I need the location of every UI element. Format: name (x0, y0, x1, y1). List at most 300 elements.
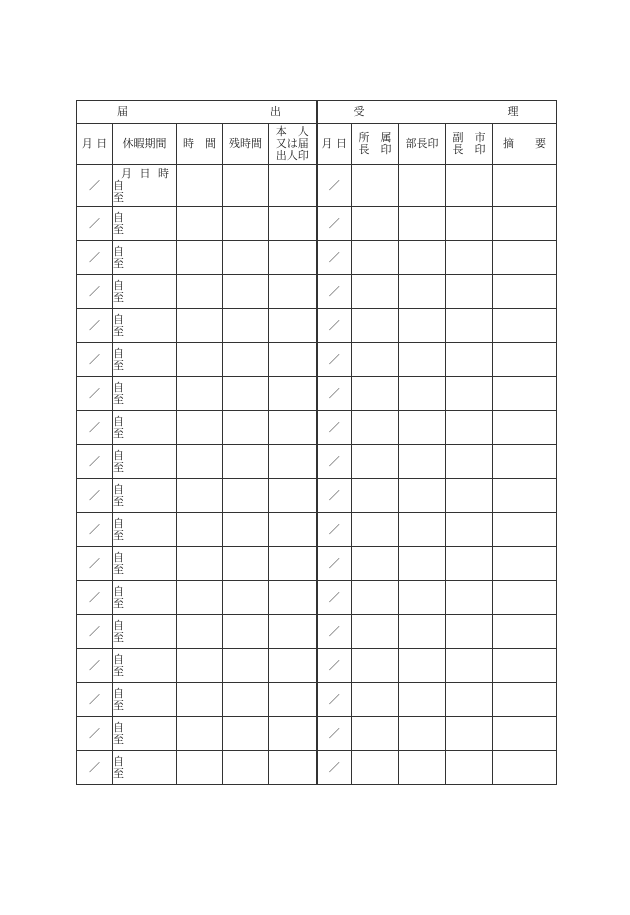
leave-period-cell[interactable] (113, 717, 177, 751)
table-row (77, 445, 557, 479)
receipt-title-right: 理 (507, 105, 519, 118)
request-date-cell[interactable] (77, 547, 113, 581)
remaining-hours-cell[interactable] (223, 207, 269, 241)
header-vice-line2: 長 印 (452, 143, 486, 156)
period-from-label: 自 (113, 482, 124, 496)
receipt-date-cell[interactable] (317, 751, 352, 785)
notification-title-right: 出 (270, 105, 281, 118)
applicant-seal-cell[interactable] (269, 411, 317, 445)
receipt-date-cell[interactable] (317, 547, 352, 581)
applicant-seal-cell[interactable] (269, 207, 317, 241)
dept-head-seal-cell[interactable] (352, 547, 399, 581)
slash-mark: ／ (328, 522, 340, 536)
hours-cell[interactable] (177, 581, 223, 615)
period-to-label: 至 (113, 190, 124, 204)
header-applicant-line2: 又は届 (275, 137, 309, 150)
slash-mark: ／ (328, 692, 340, 706)
dept-head-seal-cell[interactable] (352, 581, 399, 615)
hours-cell[interactable] (177, 165, 223, 207)
period-to-label: 至 (113, 460, 124, 474)
dept-head-seal-cell[interactable] (352, 207, 399, 241)
vice-mayor-seal-cell[interactable] (446, 513, 493, 547)
period-from-label: 自 (113, 210, 124, 224)
dept-head-seal-cell[interactable] (352, 309, 399, 343)
receipt-section-title (317, 101, 557, 124)
hours-cell[interactable] (177, 649, 223, 683)
applicant-seal-cell[interactable] (269, 165, 317, 207)
bucho-seal-cell[interactable] (399, 165, 446, 207)
slash-mark: ／ (89, 658, 100, 672)
slash-mark: ／ (89, 178, 100, 192)
vice-mayor-seal-cell[interactable] (446, 649, 493, 683)
bucho-seal-cell[interactable] (399, 649, 446, 683)
slash-mark: ／ (328, 726, 340, 740)
period-to-label: 至 (113, 698, 124, 712)
bucho-seal-cell[interactable] (399, 343, 446, 377)
period-from-label: 自 (113, 720, 124, 734)
vice-mayor-seal-cell[interactable] (446, 683, 493, 717)
remarks-cell[interactable] (493, 165, 557, 207)
hours-cell[interactable] (177, 241, 223, 275)
slash-mark: ／ (328, 454, 340, 468)
header-bucho-seal: 部長印 (399, 124, 446, 165)
remarks-cell[interactable] (493, 683, 557, 717)
header-remaining-hours: 残時間 (223, 124, 269, 165)
remaining-hours-cell[interactable] (223, 445, 269, 479)
vice-mayor-seal-cell[interactable] (446, 581, 493, 615)
vice-mayor-seal-cell[interactable] (446, 343, 493, 377)
request-date-cell[interactable] (77, 343, 113, 377)
applicant-seal-cell[interactable] (269, 343, 317, 377)
dept-head-seal-cell[interactable] (352, 615, 399, 649)
request-date-cell[interactable] (77, 615, 113, 649)
period-from-label: 自 (113, 652, 124, 666)
bucho-seal-cell[interactable] (399, 377, 446, 411)
table-row (77, 275, 557, 309)
hours-cell[interactable] (177, 309, 223, 343)
dept-head-seal-cell[interactable] (352, 343, 399, 377)
period-from-label: 自 (113, 244, 124, 258)
vice-mayor-seal-cell[interactable] (446, 309, 493, 343)
remarks-cell[interactable] (493, 275, 557, 309)
dept-head-seal-cell[interactable] (352, 241, 399, 275)
hours-cell[interactable] (177, 207, 223, 241)
bucho-seal-cell[interactable] (399, 241, 446, 275)
slash-mark: ／ (328, 318, 340, 332)
applicant-seal-cell[interactable] (269, 309, 317, 343)
period-from-label: 自 (113, 550, 124, 564)
slash-mark: ／ (328, 590, 340, 604)
period-from-label: 自 (113, 754, 124, 768)
vice-mayor-seal-cell[interactable] (446, 241, 493, 275)
notification-title-left: 届 (117, 105, 128, 118)
slash-mark: ／ (328, 352, 340, 366)
header-hours-left: 時 (183, 137, 194, 150)
slash-mark: ／ (89, 318, 100, 332)
receipt-date-cell[interactable] (317, 377, 352, 411)
request-date-cell[interactable] (77, 649, 113, 683)
remarks-cell[interactable] (493, 479, 557, 513)
slash-mark: ／ (89, 386, 100, 400)
slash-mark: ／ (89, 556, 100, 570)
request-date-cell[interactable] (77, 513, 113, 547)
applicant-seal-cell[interactable] (269, 683, 317, 717)
table-row (77, 479, 557, 513)
dept-head-seal-cell[interactable] (352, 513, 399, 547)
table-row (77, 751, 557, 785)
header-dept-line2: 長 印 (358, 143, 392, 156)
request-date-cell[interactable] (77, 445, 113, 479)
leave-period-cell[interactable] (113, 309, 177, 343)
hours-cell[interactable] (177, 479, 223, 513)
slash-mark: ／ (328, 488, 340, 502)
table-row (77, 581, 557, 615)
leave-period-cell[interactable] (113, 615, 177, 649)
header-vice-line1: 副 市 (452, 131, 486, 144)
leave-record-table (76, 100, 557, 785)
bucho-seal-cell[interactable] (399, 513, 446, 547)
header-applicant-line1: 本 人 (275, 125, 309, 138)
leave-period-cell[interactable] (113, 275, 177, 309)
table-row (77, 683, 557, 717)
slash-mark: ／ (89, 216, 100, 230)
table-row (77, 649, 557, 683)
bucho-seal-cell[interactable] (399, 547, 446, 581)
slash-mark: ／ (328, 658, 340, 672)
vice-mayor-seal-cell[interactable] (446, 445, 493, 479)
remarks-cell[interactable] (493, 309, 557, 343)
period-to-label: 至 (113, 256, 124, 270)
bucho-seal-cell[interactable] (399, 479, 446, 513)
period-from-label: 自 (113, 414, 124, 428)
hours-cell[interactable] (177, 377, 223, 411)
receipt-date-cell[interactable] (317, 343, 352, 377)
receipt-date-cell[interactable] (317, 309, 352, 343)
hours-cell[interactable] (177, 411, 223, 445)
vice-mayor-seal-cell[interactable] (446, 377, 493, 411)
table-row (77, 513, 557, 547)
receipt-date-cell[interactable] (317, 615, 352, 649)
vice-mayor-seal-cell[interactable] (446, 275, 493, 309)
slash-mark: ／ (89, 352, 100, 366)
receipt-date-cell[interactable] (317, 581, 352, 615)
period-to-label: 至 (113, 324, 124, 338)
dept-head-seal-cell[interactable] (352, 275, 399, 309)
remaining-hours-cell[interactable] (223, 309, 269, 343)
table-row (77, 241, 557, 275)
remarks-cell[interactable] (493, 513, 557, 547)
leave-period-cell[interactable] (113, 445, 177, 479)
request-date-cell[interactable] (77, 717, 113, 751)
table-row (77, 165, 557, 207)
header-remarks-right: 要 (535, 137, 547, 150)
remarks-cell[interactable] (493, 649, 557, 683)
request-date-cell[interactable] (77, 751, 113, 785)
header-dept-head-seal (352, 124, 399, 165)
period-to-label: 至 (113, 766, 124, 780)
hours-cell[interactable] (177, 717, 223, 751)
request-date-cell[interactable] (77, 479, 113, 513)
remarks-cell[interactable] (493, 581, 557, 615)
receipt-date-cell[interactable] (317, 241, 352, 275)
bucho-seal-cell[interactable] (399, 309, 446, 343)
vice-mayor-seal-cell[interactable] (446, 547, 493, 581)
bucho-seal-cell[interactable] (399, 615, 446, 649)
vice-mayor-seal-cell[interactable] (446, 207, 493, 241)
remaining-hours-cell[interactable] (223, 683, 269, 717)
remarks-cell[interactable] (493, 207, 557, 241)
applicant-seal-cell[interactable] (269, 717, 317, 751)
dept-head-seal-cell[interactable] (352, 411, 399, 445)
header-leave-period: 休暇期間 (113, 124, 177, 165)
hours-cell[interactable] (177, 513, 223, 547)
bucho-seal-cell[interactable] (399, 717, 446, 751)
leave-period-cell[interactable] (113, 165, 177, 207)
header-hours-right: 間 (205, 137, 216, 150)
applicant-seal-cell[interactable] (269, 615, 317, 649)
remaining-hours-cell[interactable] (223, 275, 269, 309)
request-date-cell[interactable] (77, 411, 113, 445)
dept-head-seal-cell[interactable] (352, 445, 399, 479)
applicant-seal-cell[interactable] (269, 445, 317, 479)
header-remarks-left: 摘 (503, 137, 515, 150)
applicant-seal-cell[interactable] (269, 581, 317, 615)
dept-head-seal-cell[interactable] (352, 649, 399, 683)
request-date-cell[interactable] (77, 309, 113, 343)
period-from-label: 自 (113, 686, 124, 700)
slash-mark: ／ (89, 624, 100, 638)
hours-cell[interactable] (177, 445, 223, 479)
receipt-date-cell[interactable] (317, 445, 352, 479)
receipt-date-cell[interactable] (317, 649, 352, 683)
request-date-cell[interactable] (77, 207, 113, 241)
remaining-hours-cell[interactable] (223, 377, 269, 411)
table-row (77, 343, 557, 377)
bucho-seal-cell[interactable] (399, 445, 446, 479)
remarks-cell[interactable] (493, 445, 557, 479)
table-row (77, 615, 557, 649)
period-to-label: 至 (113, 596, 124, 610)
slash-mark: ／ (89, 454, 100, 468)
period-from-label: 自 (113, 448, 124, 462)
hours-cell[interactable] (177, 751, 223, 785)
period-from-label: 自 (113, 380, 124, 394)
bucho-seal-cell[interactable] (399, 275, 446, 309)
period-from-label: 自 (113, 346, 124, 360)
period-to-label: 至 (113, 630, 124, 644)
hours-cell[interactable] (177, 343, 223, 377)
header-vice-mayor-seal (446, 124, 493, 165)
request-date-cell[interactable] (77, 241, 113, 275)
bucho-seal-cell[interactable] (399, 207, 446, 241)
slash-mark: ／ (89, 420, 100, 434)
period-to-label: 至 (113, 222, 124, 236)
slash-mark: ／ (89, 590, 100, 604)
table-row (77, 411, 557, 445)
hours-cell[interactable] (177, 547, 223, 581)
remarks-cell[interactable] (493, 547, 557, 581)
applicant-seal-cell[interactable] (269, 275, 317, 309)
remaining-hours-cell[interactable] (223, 411, 269, 445)
remaining-hours-cell[interactable] (223, 547, 269, 581)
table-row (77, 207, 557, 241)
period-to-label: 至 (113, 494, 124, 508)
slash-mark: ／ (328, 420, 340, 434)
table-row (77, 377, 557, 411)
slash-mark: ／ (328, 216, 340, 230)
remaining-hours-cell[interactable] (223, 615, 269, 649)
request-date-cell[interactable] (77, 165, 113, 207)
receipt-date-cell[interactable] (317, 513, 352, 547)
applicant-seal-cell[interactable] (269, 751, 317, 785)
receipt-date-cell[interactable] (317, 165, 352, 207)
vice-mayor-seal-cell[interactable] (446, 411, 493, 445)
receipt-date-cell[interactable] (317, 207, 352, 241)
remarks-cell[interactable] (493, 751, 557, 785)
period-to-label: 至 (113, 392, 124, 406)
period-to-label: 至 (113, 426, 124, 440)
hours-cell[interactable] (177, 275, 223, 309)
header-hours (177, 124, 223, 165)
leave-period-cell[interactable] (113, 207, 177, 241)
slash-mark: ／ (328, 250, 340, 264)
request-date-cell[interactable] (77, 683, 113, 717)
receipt-date-cell[interactable] (317, 683, 352, 717)
period-from-label: 自 (113, 618, 124, 632)
vice-mayor-seal-cell[interactable] (446, 751, 493, 785)
header-applicant-seal (269, 124, 317, 165)
slash-mark: ／ (328, 556, 340, 570)
period-from-label: 自 (113, 312, 124, 326)
applicant-seal-cell[interactable] (269, 479, 317, 513)
applicant-seal-cell[interactable] (269, 547, 317, 581)
receipt-date-cell[interactable] (317, 717, 352, 751)
leave-period-cell[interactable] (113, 377, 177, 411)
period-to-label: 至 (113, 664, 124, 678)
receipt-date-cell[interactable] (317, 275, 352, 309)
slash-mark: ／ (89, 692, 100, 706)
table-row (77, 717, 557, 751)
leave-period-cell[interactable] (113, 683, 177, 717)
notification-section-title (77, 101, 317, 124)
leave-period-cell[interactable] (113, 241, 177, 275)
bucho-seal-cell[interactable] (399, 581, 446, 615)
request-date-cell[interactable] (77, 581, 113, 615)
vice-mayor-seal-cell[interactable] (446, 615, 493, 649)
leave-period-cell[interactable] (113, 411, 177, 445)
period-from-label: 自 (113, 278, 124, 292)
leave-period-cell[interactable] (113, 649, 177, 683)
period-from-label: 自 (113, 584, 124, 598)
remarks-cell[interactable] (493, 241, 557, 275)
leave-period-cell[interactable] (113, 513, 177, 547)
slash-mark: ／ (89, 284, 100, 298)
header-receipt-date: 月 日 (317, 124, 352, 165)
bucho-seal-cell[interactable] (399, 683, 446, 717)
dept-head-seal-cell[interactable] (352, 479, 399, 513)
remaining-hours-cell[interactable] (223, 165, 269, 207)
header-applicant-line3: 出人印 (275, 149, 309, 162)
hours-cell[interactable] (177, 615, 223, 649)
remaining-hours-cell[interactable] (223, 479, 269, 513)
applicant-seal-cell[interactable] (269, 649, 317, 683)
header-date: 月 日 (77, 124, 113, 165)
slash-mark: ／ (328, 386, 340, 400)
slash-mark: ／ (89, 522, 100, 536)
period-to-label: 至 (113, 358, 124, 372)
dept-head-seal-cell[interactable] (352, 377, 399, 411)
slash-mark: ／ (328, 178, 340, 192)
slash-mark: ／ (89, 250, 100, 264)
slash-mark: ／ (328, 760, 340, 774)
dept-head-seal-cell[interactable] (352, 717, 399, 751)
applicant-seal-cell[interactable] (269, 513, 317, 547)
receipt-date-cell[interactable] (317, 479, 352, 513)
applicant-seal-cell[interactable] (269, 241, 317, 275)
period-from-label: 自 (113, 178, 124, 192)
leave-period-cell[interactable] (113, 547, 177, 581)
period-to-label: 至 (113, 562, 124, 576)
period-to-label: 至 (113, 528, 124, 542)
period-units-label: 月 日 時 (121, 166, 171, 180)
remarks-cell[interactable] (493, 615, 557, 649)
remaining-hours-cell[interactable] (223, 717, 269, 751)
header-dept-line1: 所 属 (358, 131, 392, 144)
receipt-date-cell[interactable] (317, 411, 352, 445)
leave-period-cell[interactable] (113, 581, 177, 615)
bucho-seal-cell[interactable] (399, 411, 446, 445)
remaining-hours-cell[interactable] (223, 751, 269, 785)
remaining-hours-cell[interactable] (223, 343, 269, 377)
remaining-hours-cell[interactable] (223, 241, 269, 275)
remarks-cell[interactable] (493, 343, 557, 377)
slash-mark: ／ (89, 726, 100, 740)
request-date-cell[interactable] (77, 275, 113, 309)
applicant-seal-cell[interactable] (269, 377, 317, 411)
vice-mayor-seal-cell[interactable] (446, 165, 493, 207)
column-header-row (77, 124, 557, 165)
remaining-hours-cell[interactable] (223, 581, 269, 615)
remaining-hours-cell[interactable] (223, 649, 269, 683)
slash-mark: ／ (89, 760, 100, 774)
bucho-seal-cell[interactable] (399, 751, 446, 785)
request-date-cell[interactable] (77, 377, 113, 411)
remaining-hours-cell[interactable] (223, 513, 269, 547)
table-row (77, 547, 557, 581)
table-row (77, 309, 557, 343)
slash-mark: ／ (89, 488, 100, 502)
leave-period-cell[interactable] (113, 479, 177, 513)
vice-mayor-seal-cell[interactable] (446, 479, 493, 513)
section-title-row (77, 101, 557, 124)
vice-mayor-seal-cell[interactable] (446, 717, 493, 751)
slash-mark: ／ (328, 624, 340, 638)
period-from-label: 自 (113, 516, 124, 530)
leave-period-cell[interactable] (113, 343, 177, 377)
remarks-cell[interactable] (493, 377, 557, 411)
remarks-cell[interactable] (493, 717, 557, 751)
remarks-cell[interactable] (493, 411, 557, 445)
leave-period-cell[interactable] (113, 751, 177, 785)
dept-head-seal-cell[interactable] (352, 165, 399, 207)
period-to-label: 至 (113, 290, 124, 304)
receipt-title-left: 受 (353, 105, 365, 118)
dept-head-seal-cell[interactable] (352, 683, 399, 717)
hours-cell[interactable] (177, 683, 223, 717)
slash-mark: ／ (328, 284, 340, 298)
dept-head-seal-cell[interactable] (352, 751, 399, 785)
header-remarks (493, 124, 557, 165)
